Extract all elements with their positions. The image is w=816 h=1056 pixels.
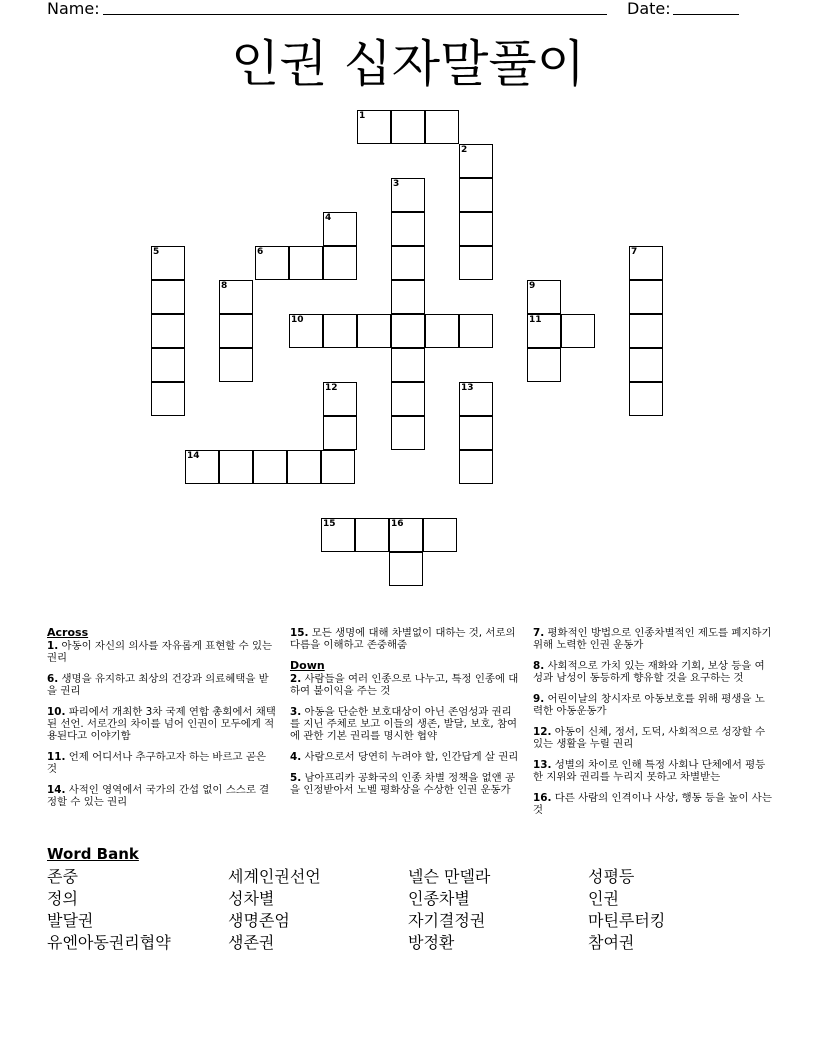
clue-text: 아동을 단순한 보호대상이 아닌 존엄성과 권리를 지닌 주체로 보고 이들의 생존, 발달, 보호, 참여에 관한 기본 권리를 명시한 협약 bbox=[290, 706, 518, 742]
clue-text: 사적인 영역에서 국가의 간섭 없이 스스로 결정할 수 있는 권리 bbox=[47, 784, 270, 808]
grid-cell[interactable] bbox=[527, 348, 561, 382]
grid-number: 12 bbox=[325, 383, 338, 393]
clue-item bbox=[533, 759, 773, 783]
word-bank-item: 세계인권선언 bbox=[228, 867, 321, 886]
grid-number: 10 bbox=[291, 315, 304, 325]
grid-number: 1 bbox=[359, 111, 366, 121]
grid-cell[interactable] bbox=[323, 416, 357, 450]
clue-text: 남아프리카 공화국의 인종 차별 정책을 없앤 공을 인정받아서 노벨 평화상을 수상한 인권 운동가 bbox=[290, 772, 516, 796]
grid-cell[interactable] bbox=[459, 416, 493, 450]
grid-cell[interactable] bbox=[629, 314, 663, 348]
clue-number: 7. bbox=[533, 627, 545, 639]
grid-cell[interactable] bbox=[629, 280, 663, 314]
grid-cell[interactable] bbox=[391, 246, 425, 280]
clue-item bbox=[533, 660, 773, 684]
clue-number: 10. bbox=[47, 706, 66, 718]
clue-text: 모든 생명에 대해 차별없이 대하는 것, 서로의 다름을 이해하고 존중해줌 bbox=[290, 627, 516, 651]
name-label: Name: bbox=[47, 0, 100, 18]
clue-item bbox=[290, 751, 520, 763]
clue-text: 언제 어디서나 추구하고자 하는 바르고 곧은 것 bbox=[47, 751, 266, 775]
grid-cell[interactable] bbox=[629, 348, 663, 382]
clue-number: 3. bbox=[290, 706, 302, 718]
grid-number: 16 bbox=[391, 519, 404, 529]
clue-text: 사회적으로 가치 있는 재화와 기회, 보상 등을 여성과 남성이 동등하게 향유할 것을 요구하는 것 bbox=[533, 660, 765, 684]
clue-number: 16. bbox=[533, 792, 552, 804]
grid-cell[interactable] bbox=[355, 518, 389, 552]
clue-number: 15. bbox=[290, 627, 309, 639]
grid-cell[interactable] bbox=[425, 314, 459, 348]
grid-cell[interactable] bbox=[391, 348, 425, 382]
grid-cell[interactable] bbox=[151, 382, 185, 416]
grid-cell[interactable] bbox=[323, 314, 357, 348]
clue-item bbox=[290, 706, 520, 742]
page-title: 인권 십자말풀이 bbox=[231, 35, 585, 93]
clue-item bbox=[47, 640, 277, 664]
word-bank-title: Word Bank bbox=[47, 845, 139, 863]
grid-number: 6 bbox=[257, 247, 264, 257]
grid-number: 14 bbox=[187, 451, 200, 461]
grid-cell[interactable] bbox=[391, 314, 425, 348]
grid-number: 9 bbox=[529, 281, 536, 291]
clue-number: 14. bbox=[47, 784, 66, 796]
clue-text: 평화적인 방법으로 인종차별적인 제도를 폐지하기 위해 노력한 인권 운동가 bbox=[533, 627, 772, 651]
grid-cell[interactable] bbox=[459, 178, 493, 212]
clue-number: 5. bbox=[290, 772, 302, 784]
grid-number: 2 bbox=[461, 145, 468, 155]
clues-column-3 bbox=[533, 627, 773, 825]
word-bank-item: 존중 bbox=[47, 867, 78, 886]
grid-cell[interactable] bbox=[459, 212, 493, 246]
word-bank-item: 성차별 bbox=[228, 889, 275, 908]
grid-cell[interactable] bbox=[459, 450, 493, 484]
grid-number: 15 bbox=[323, 519, 336, 529]
grid-cell[interactable] bbox=[287, 450, 321, 484]
word-bank-item: 정의 bbox=[47, 889, 78, 908]
clue-item bbox=[47, 751, 277, 775]
grid-cell[interactable] bbox=[151, 314, 185, 348]
word-bank-item: 인권 bbox=[588, 889, 619, 908]
word-bank-item: 참여권 bbox=[588, 933, 635, 952]
clue-item bbox=[533, 693, 773, 717]
grid-cell[interactable] bbox=[459, 314, 493, 348]
grid-number: 8 bbox=[221, 281, 228, 291]
grid-cell[interactable] bbox=[219, 314, 253, 348]
grid-cell[interactable] bbox=[391, 212, 425, 246]
grid-cell[interactable] bbox=[289, 246, 323, 280]
clues-column-2 bbox=[290, 627, 520, 805]
clue-number: 1. bbox=[47, 640, 59, 652]
grid-number: 4 bbox=[325, 213, 332, 223]
across-heading: Across bbox=[47, 626, 89, 639]
date-label: Date: bbox=[627, 0, 671, 18]
clue-number: 11. bbox=[47, 751, 66, 763]
grid-cell[interactable] bbox=[391, 110, 425, 144]
clue-item bbox=[290, 772, 520, 796]
clue-text: 아동이 자신의 의사를 자유롭게 표현할 수 있는 권리 bbox=[47, 640, 273, 664]
word-bank-item: 인종차별 bbox=[408, 889, 470, 908]
grid-cell[interactable] bbox=[425, 110, 459, 144]
word-bank-item: 생명존엄 bbox=[228, 911, 290, 930]
word-bank-item: 생존권 bbox=[228, 933, 275, 952]
clue-text: 다른 사람의 인격이나 사상, 행동 등을 높이 사는 것 bbox=[533, 792, 772, 816]
grid-cell[interactable] bbox=[321, 450, 355, 484]
word-bank-item: 넬슨 만델라 bbox=[408, 867, 491, 886]
word-bank-item: 방정환 bbox=[408, 933, 455, 952]
clue-number: 4. bbox=[290, 751, 302, 763]
grid-cell[interactable] bbox=[423, 518, 457, 552]
grid-cell[interactable] bbox=[391, 416, 425, 450]
clue-item bbox=[533, 726, 773, 750]
clue-text: 파리에서 개최한 3차 국제 연합 총회에서 채택된 선언. 서로간의 차이를 넘어 인권이 모두에게 적용된다고 이야기함 bbox=[47, 706, 276, 742]
clue-text: 아동이 신체, 정서, 도덕, 사회적으로 성장할 수 있는 생활을 누릴 권리 bbox=[533, 726, 766, 750]
down-heading: Down bbox=[290, 659, 325, 672]
grid-cell[interactable] bbox=[357, 314, 391, 348]
clue-item bbox=[533, 627, 773, 651]
grid-cell[interactable] bbox=[561, 314, 595, 348]
clue-text: 사람들을 여러 인종으로 나누고, 특정 인종에 대하여 불이익을 주는 것 bbox=[290, 673, 519, 697]
clue-text: 사람으로서 당연히 누려야 할, 인간답게 살 권리 bbox=[301, 751, 519, 763]
clue-item bbox=[47, 784, 277, 808]
clue-text: 성별의 차이로 인해 특정 사회나 단체에서 평등한 지위와 권리를 누리지 못하고 차별받는 bbox=[533, 759, 766, 783]
grid-number: 11 bbox=[529, 315, 542, 325]
clue-number: 2. bbox=[290, 673, 302, 685]
grid-cell[interactable] bbox=[391, 280, 425, 314]
clue-item bbox=[47, 706, 277, 742]
clue-item bbox=[290, 627, 520, 651]
word-bank-item: 성평등 bbox=[588, 867, 635, 886]
grid-number: 7 bbox=[631, 247, 638, 257]
grid-cell[interactable] bbox=[253, 450, 287, 484]
clue-text: 어린이날의 창시자로 아동보호를 위해 평생을 노력한 아동운동가 bbox=[533, 693, 765, 717]
clue-number: 8. bbox=[533, 660, 545, 672]
grid-cell[interactable] bbox=[323, 246, 357, 280]
grid-cell[interactable] bbox=[459, 246, 493, 280]
clue-number: 9. bbox=[533, 693, 545, 705]
grid-number: 5 bbox=[153, 247, 160, 257]
grid-cell[interactable] bbox=[219, 450, 253, 484]
grid-cell[interactable] bbox=[629, 382, 663, 416]
grid-cell[interactable] bbox=[219, 348, 253, 382]
clue-number: 13. bbox=[533, 759, 552, 771]
grid-cell[interactable] bbox=[389, 552, 423, 586]
clue-item bbox=[47, 673, 277, 697]
clues-column-1 bbox=[47, 627, 277, 817]
clue-item bbox=[290, 673, 520, 697]
grid-cell[interactable] bbox=[151, 280, 185, 314]
word-bank-item: 마틴루터킹 bbox=[588, 911, 666, 930]
word-bank-item: 자기결정권 bbox=[408, 911, 486, 930]
clue-number: 6. bbox=[47, 673, 59, 685]
clue-number: 12. bbox=[533, 726, 552, 738]
grid-cell[interactable] bbox=[391, 382, 425, 416]
clue-item bbox=[533, 792, 773, 816]
clue-text: 생명을 유지하고 최상의 건강과 의료혜택을 받을 권리 bbox=[47, 673, 269, 697]
word-bank-item: 발달권 bbox=[47, 911, 94, 930]
grid-cell[interactable] bbox=[151, 348, 185, 382]
grid-number: 3 bbox=[393, 179, 400, 189]
grid-number: 13 bbox=[461, 383, 474, 393]
word-bank-item: 유엔아동권리협약 bbox=[47, 933, 171, 952]
